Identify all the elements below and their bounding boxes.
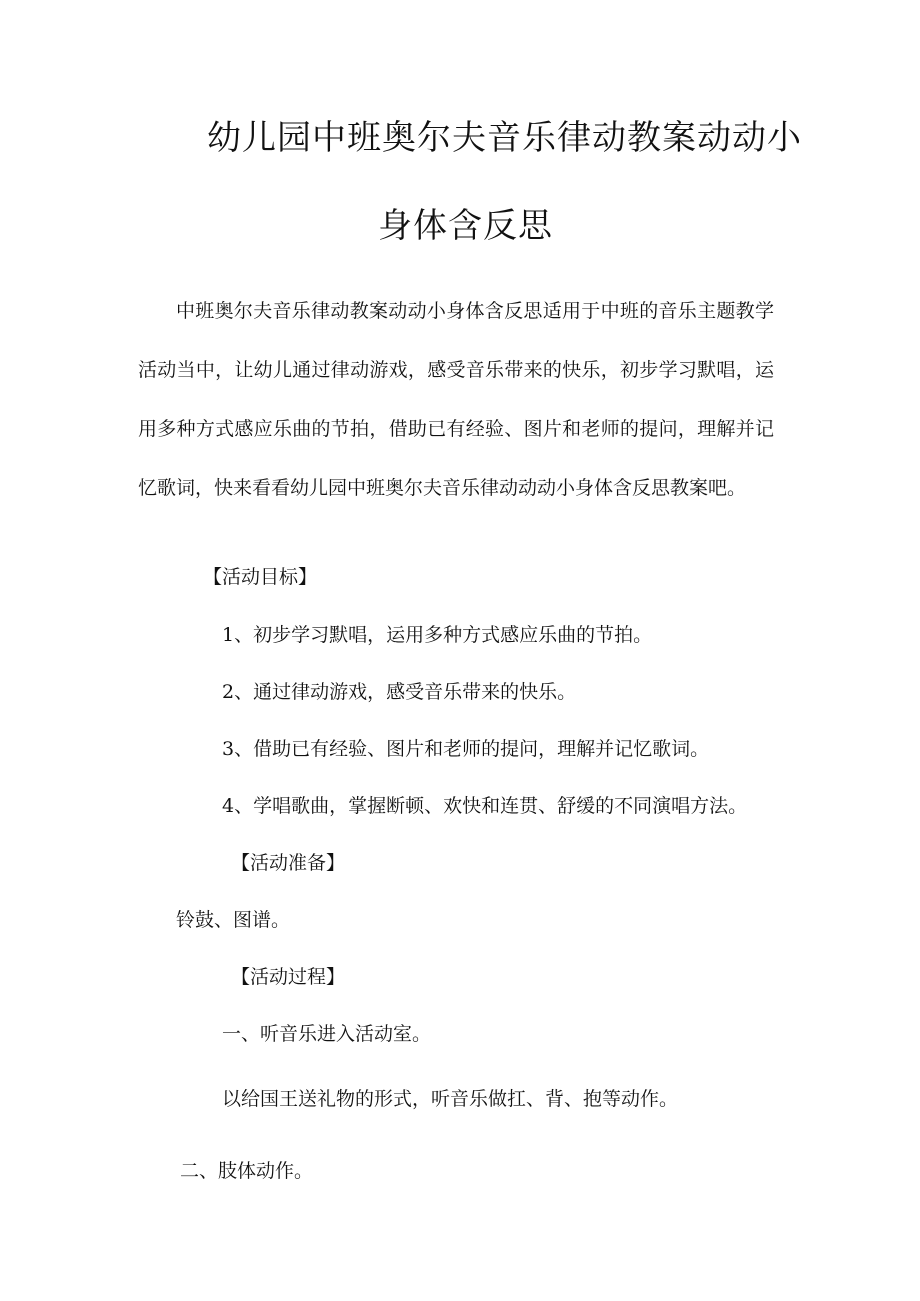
goal-item-3: 3、借助已有经验、图片和老师的提问，理解并记忆歌词。 — [222, 738, 710, 760]
intro-paragraph: 中班奥尔夫音乐律动教案动动小身体含反思适用于中班的音乐主题教学活动当中，让幼儿通过律动游戏，感受音乐带来的快乐，初步学习默唱，运用多种方式感应乐曲的节拍，借助已有经验、图片和老师的提问，理解并记忆歌词，快来看看幼儿园中班奥尔夫音乐律动动动小身体含反思教案吧。 — [138, 300, 774, 499]
step-1-text: 以给国王送礼物的形式，听音乐做扛、背、抱等动作。 — [222, 1088, 679, 1110]
process-heading: 【活动过程】 — [231, 966, 346, 988]
step-1-title: 一、听音乐进入活动室。 — [222, 1023, 432, 1045]
goal-item-4: 4、学唱歌曲，掌握断顿、欢快和连贯、舒缓的不同演唱方法。 — [222, 795, 748, 817]
goals-heading: 【活动目标】 — [203, 566, 318, 588]
prep-heading: 【活动准备】 — [231, 852, 346, 874]
goal-item-2: 2、通过律动游戏，感受音乐带来的快乐。 — [222, 681, 577, 703]
document-title-line-2: 身体含反思 — [378, 206, 553, 246]
goal-item-1: 1、初步学习默唱，运用多种方式感应乐曲的节拍。 — [222, 624, 653, 646]
step-2-title: 二、肢体动作。 — [180, 1160, 314, 1182]
document-title-line-1: 幼儿园中班奥尔夫音乐律动教案动动小 — [207, 118, 802, 158]
prep-text: 铃鼓、图谱。 — [176, 909, 291, 931]
